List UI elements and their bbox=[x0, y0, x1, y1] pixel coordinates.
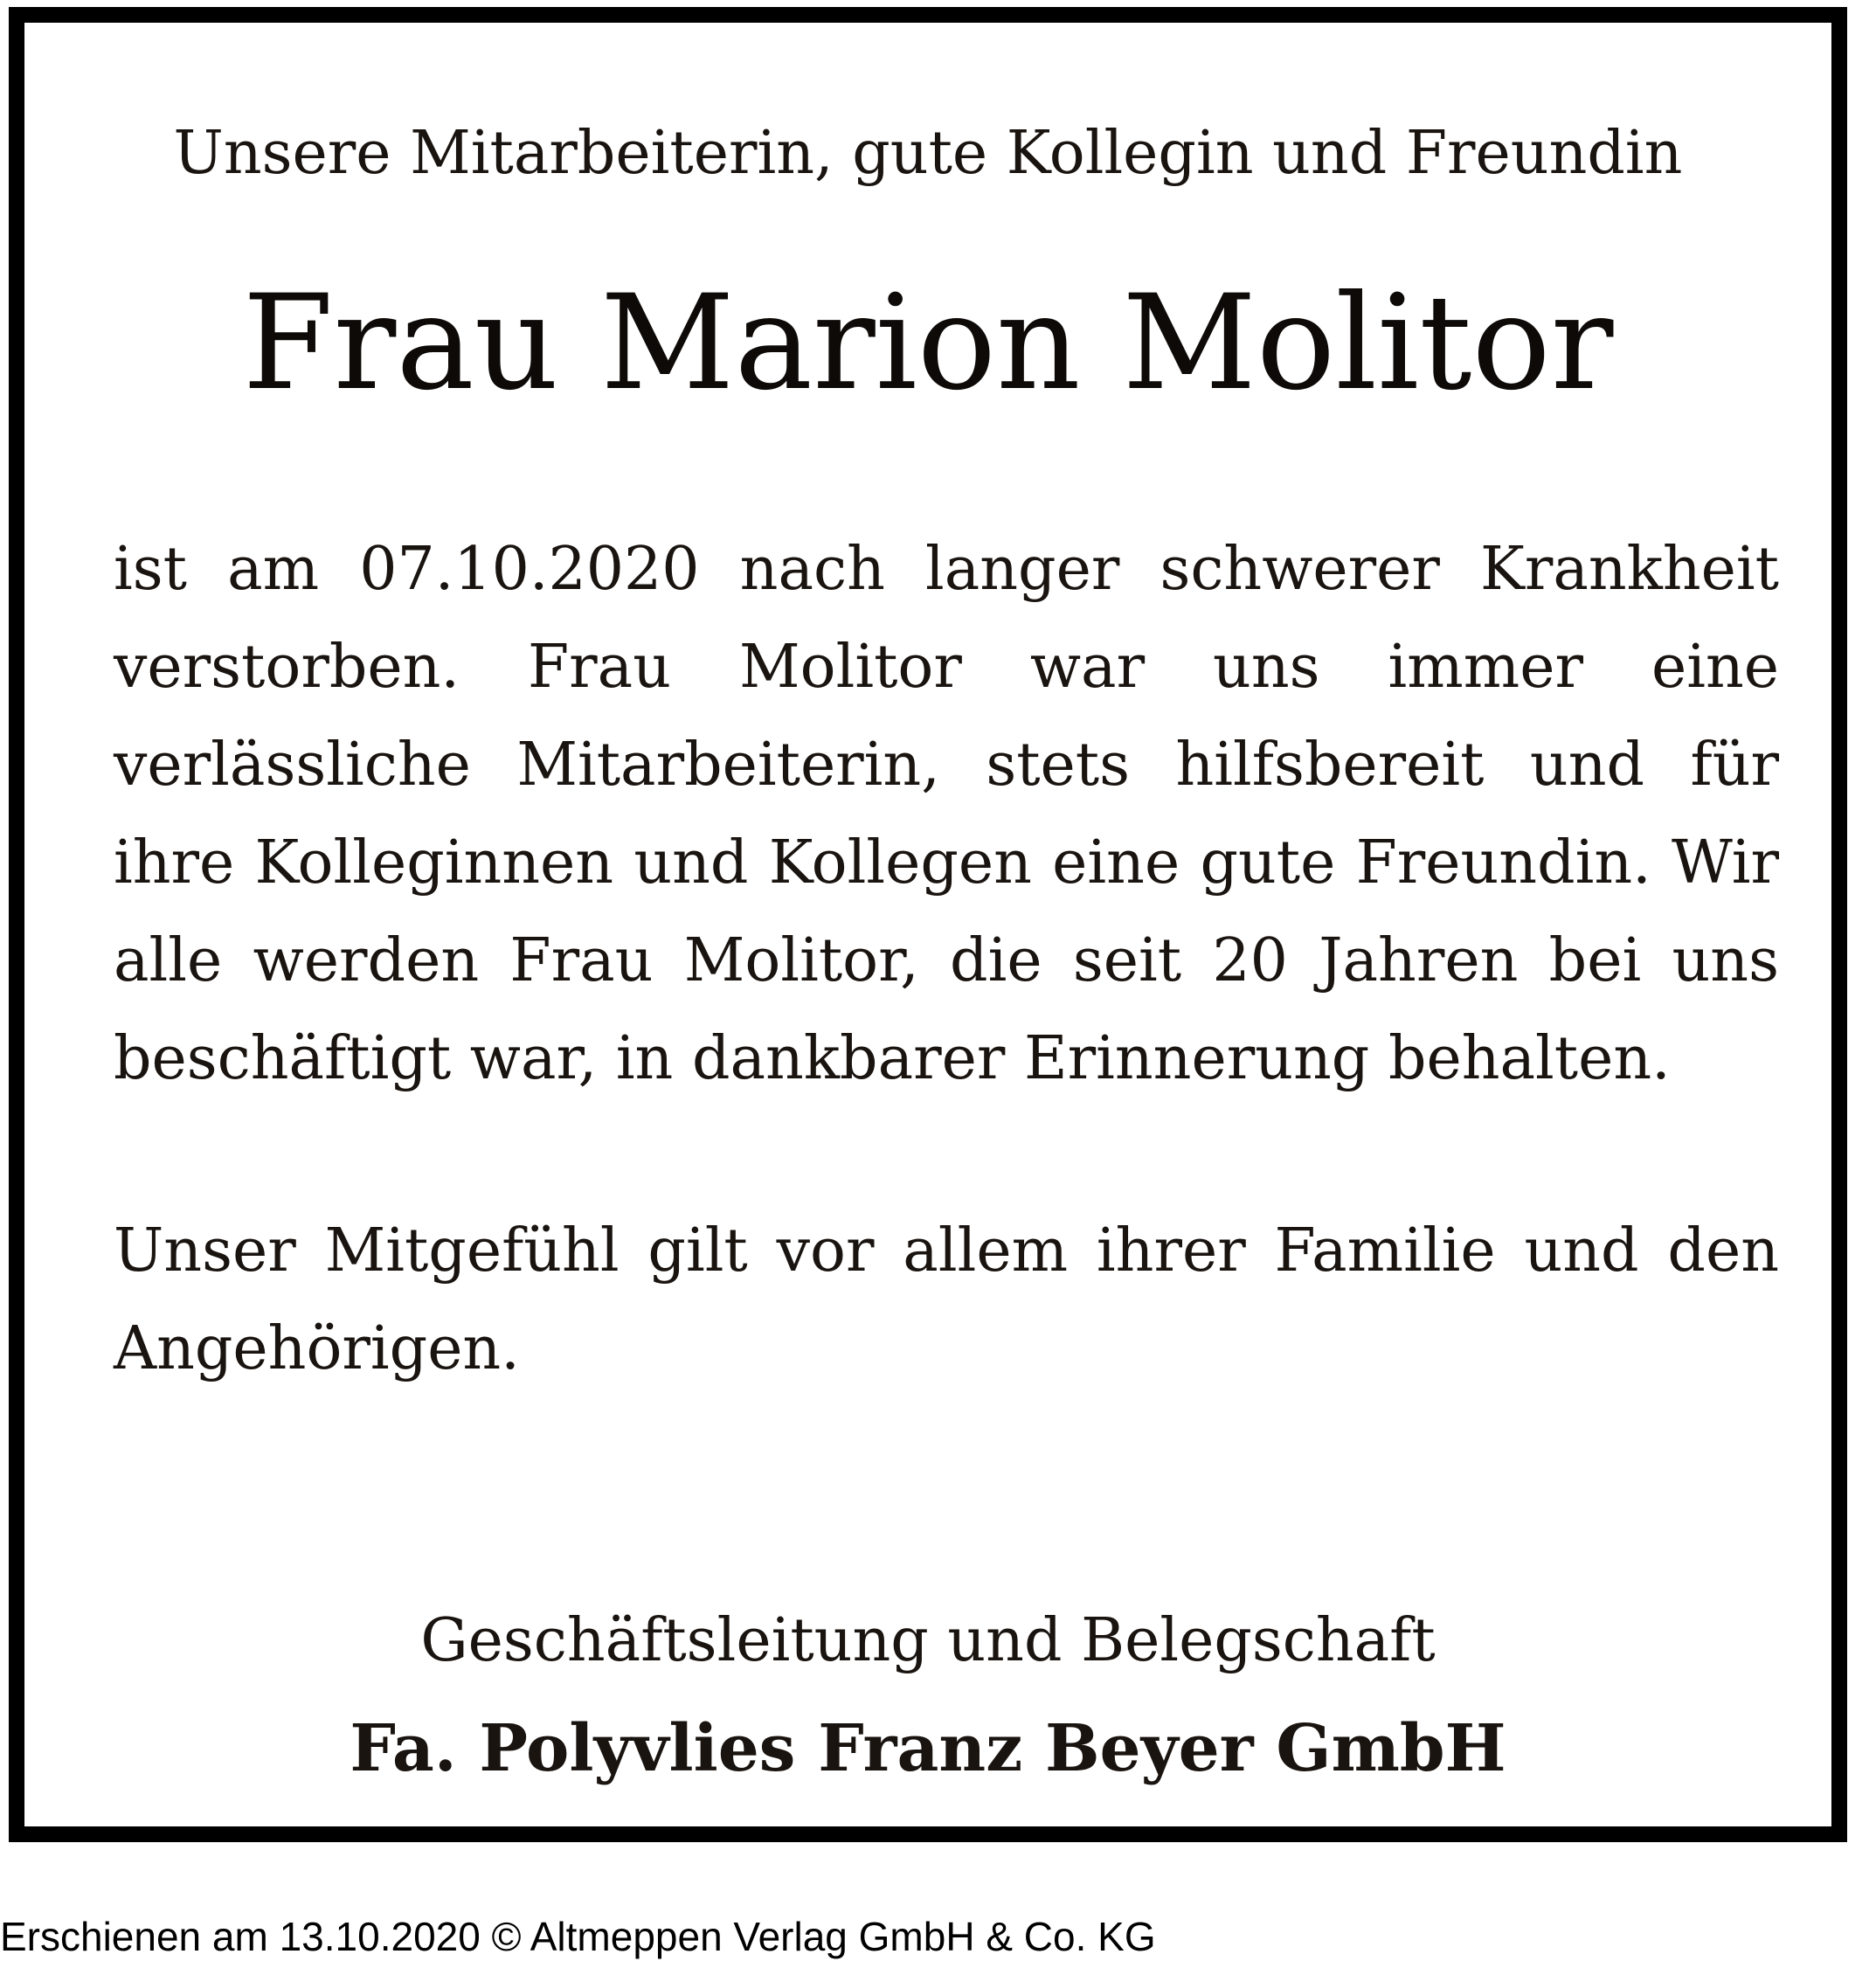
obituary-paragraph-1: ist am 07.10.2020 nach langer schwerer Krankheit verstorben. Frau Molitor war uns immer eine verlässliche Mitarbeiterin, stets hilfsbereit und für ihre Kolleginnen und Kollegen eine gute Freundin. Wir alle werden Frau Molitor, die seit 20 Jahren bei uns beschäftigt war, in dankbarer Erinnerung behalten. bbox=[114, 535, 1779, 1093]
signature-line-1: Geschäftsleitung und Belegschaft bbox=[420, 1606, 1436, 1675]
obituary-frame bbox=[9, 7, 1847, 1842]
signature-company: Fa. Polyvlies Franz Beyer GmbH bbox=[350, 1711, 1506, 1786]
intro-line: Unsere Mitarbeiterin, gute Kollegin und Freundin bbox=[173, 119, 1683, 188]
obituary-paragraph-2: Unser Mitgefühl gilt vor allem ihrer Familie und den Angehörigen. bbox=[114, 1216, 1779, 1383]
deceased-name: Frau Marion Molitor bbox=[242, 267, 1614, 419]
publication-note: Erschienen am 13.10.2020 © Altmeppen Verlag GmbH & Co. KG bbox=[0, 1914, 1156, 1959]
